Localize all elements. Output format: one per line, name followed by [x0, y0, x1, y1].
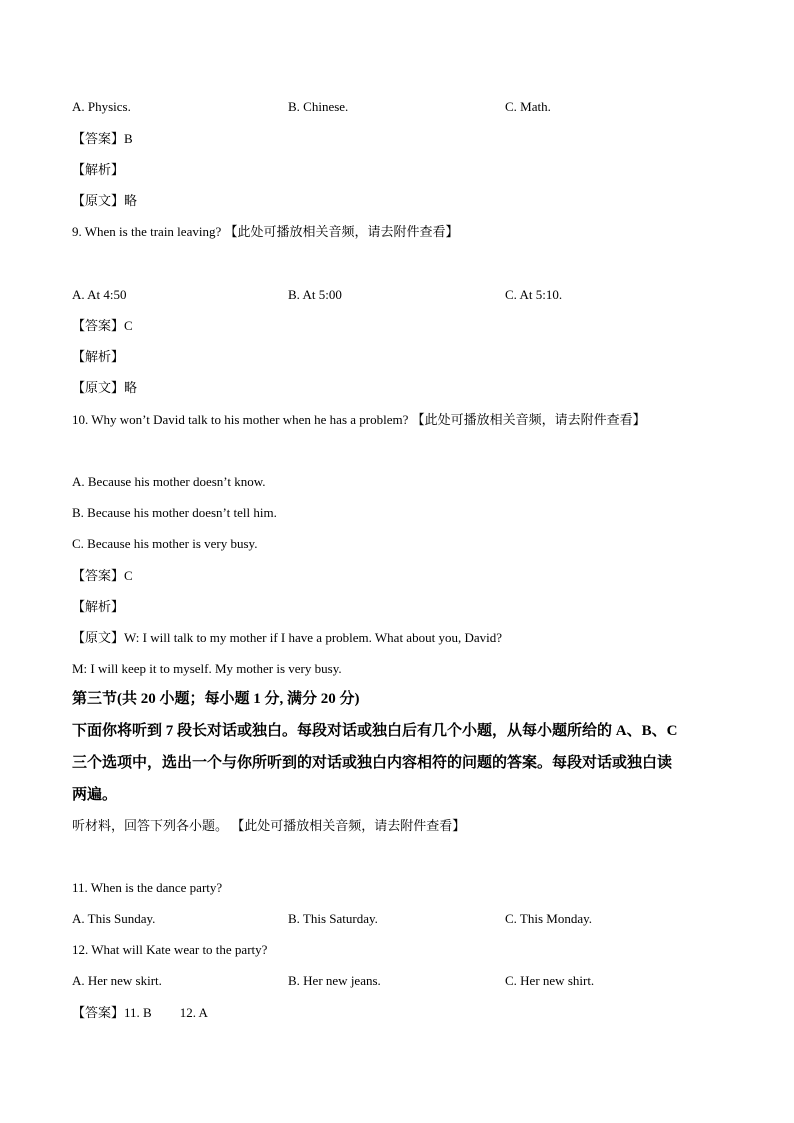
section3-instruction-2: 三个选项中，选出一个与你所听到的对话或独白内容相符的问题的答案。每段对话或独白读: [72, 755, 673, 771]
q10-original-m: M: I will keep it to myself. My mother is very busy.: [72, 661, 342, 676]
answers-label: 【答案】: [72, 1005, 125, 1020]
q11-option-c: C. This Monday.: [505, 911, 593, 926]
answers-11-12: [72, 1004, 208, 1022]
q11-option-b: B. This Saturday.: [288, 911, 378, 926]
q10-option-b: B. Because his mother doesn’t tell him.: [72, 505, 277, 520]
answer-12: 12. A: [179, 1005, 208, 1020]
q9-option-b: B. At 5:00: [288, 287, 342, 302]
q12-option-c: C. Her new shirt.: [505, 973, 595, 988]
q12-option-a: A. Her new skirt.: [72, 973, 162, 988]
section3-heading: 第三节(共 20 小题；每小题 1 分, 满分 20 分): [72, 691, 360, 707]
section3-instruction-1: 下面你将听到 7 段长对话或独白。每段对话或独白后有几个小题，从每小题所给的 A、B、C: [72, 723, 678, 739]
q8-option-c: C. Math.: [505, 99, 551, 114]
q9-original: 【原文】略: [72, 380, 138, 395]
section3-listen-prompt: 听材料，回答下列各小题。 【此处可播放相关音频，请去附件查看】: [72, 818, 466, 833]
q8-original: 【原文】略: [72, 193, 138, 208]
q10-original-w: 【原文】W: I will talk to my mother if I have a problem. What about you, David?: [72, 630, 502, 645]
q9-option-a: A. At 4:50: [72, 287, 127, 302]
section3-instruction-3: 两遍。: [72, 787, 118, 803]
q10-option-c: C. Because his mother is very busy.: [72, 536, 258, 551]
q12-option-b: B. Her new jeans.: [288, 973, 381, 988]
q11-question: 11. When is the dance party?: [72, 880, 223, 895]
q9-option-c: C. At 5:10.: [505, 287, 563, 302]
q12-question: 12. What will Kate wear to the party?: [72, 942, 268, 957]
q10-analysis: 【解析】: [72, 599, 125, 614]
q11-option-a: A. This Sunday.: [72, 911, 156, 926]
q9-analysis: 【解析】: [72, 349, 125, 364]
q9-answer: 【答案】C: [72, 318, 133, 333]
q10-option-a: A. Because his mother doesn’t know.: [72, 474, 266, 489]
q9-question: 9. When is the train leaving? 【此处可播放相关音频，请去附件查看】: [72, 224, 459, 239]
q8-analysis: 【解析】: [72, 162, 125, 177]
q8-answer: 【答案】B: [72, 131, 133, 146]
q8-option-a: A. Physics.: [72, 99, 131, 114]
q10-answer: 【答案】C: [72, 568, 133, 583]
answer-11: 11. B: [124, 1005, 152, 1020]
q10-question: 10. Why won’t David talk to his mother when he has a problem? 【此处可播放相关音频，请去附件查看】: [72, 412, 646, 427]
q8-option-b: B. Chinese.: [288, 99, 349, 114]
